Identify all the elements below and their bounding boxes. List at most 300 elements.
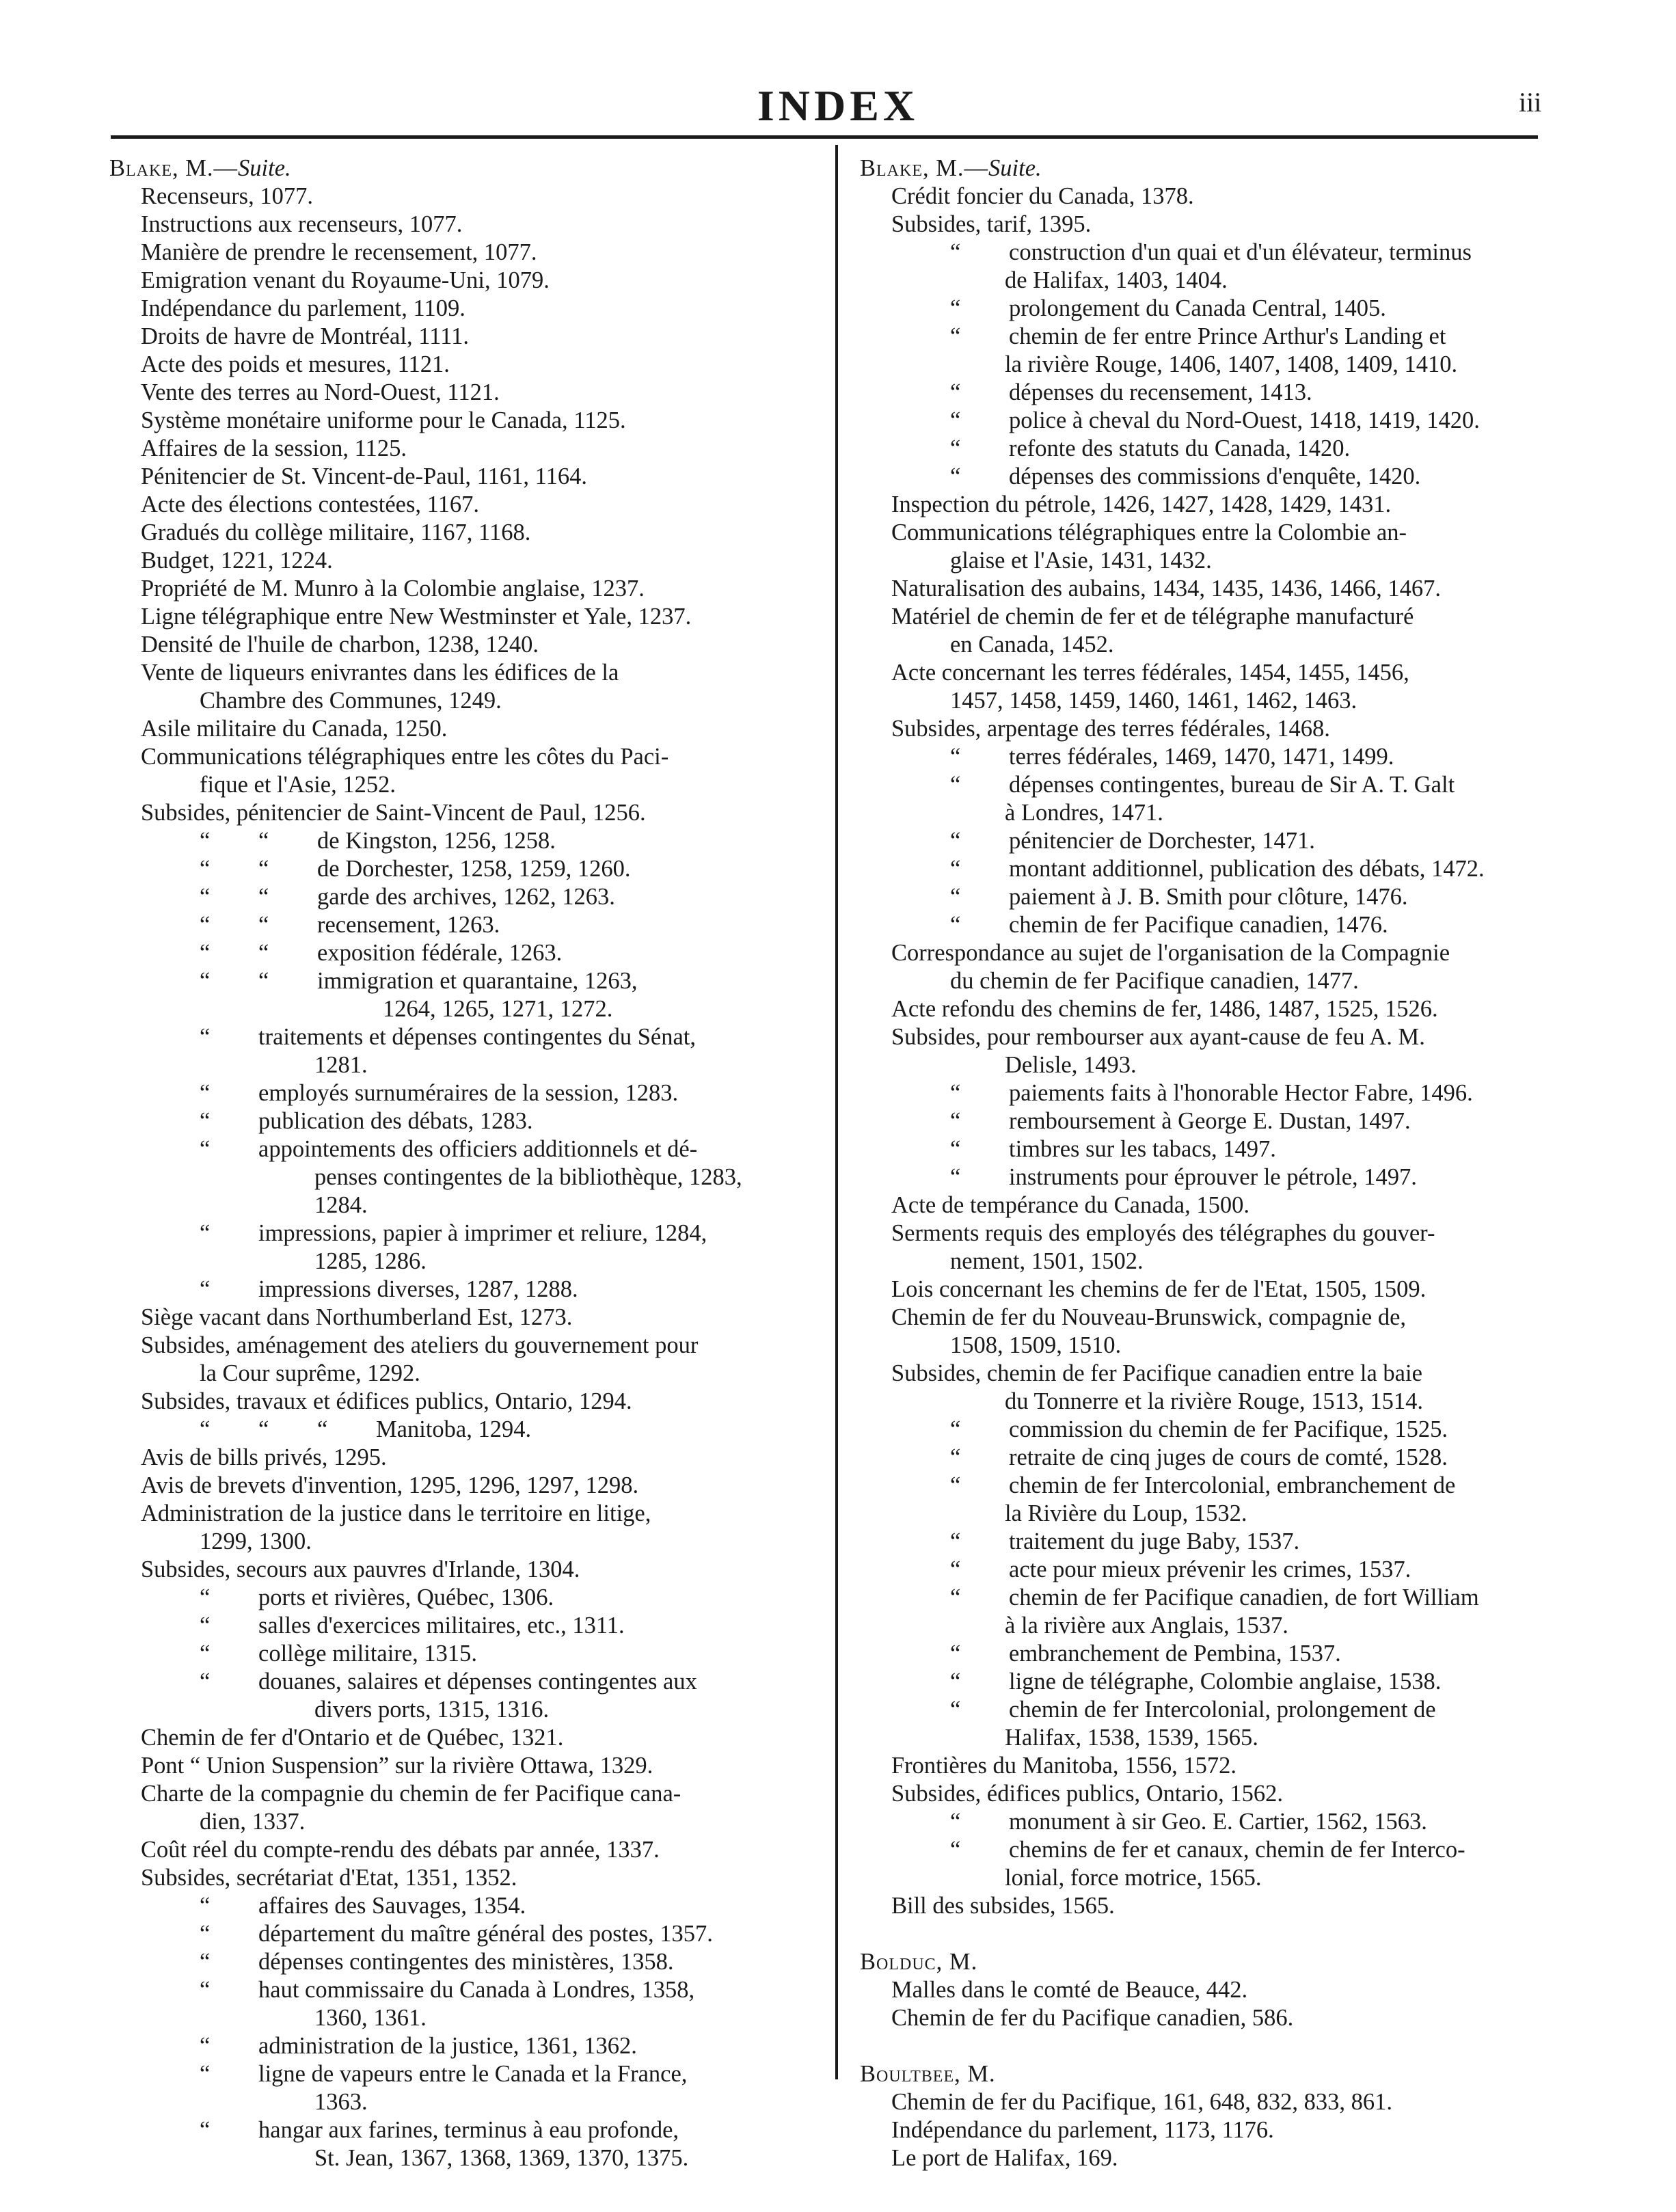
index-entry xyxy=(109,1163,819,1191)
index-entry xyxy=(860,435,1569,463)
column-divider xyxy=(835,145,838,2079)
index-entry xyxy=(860,1612,1569,1640)
entry-text: 1508, 1509, 1510. xyxy=(950,1332,1122,1358)
index-entry xyxy=(109,1051,819,1079)
index-entry xyxy=(860,1023,1569,1051)
ditto-mark: “ xyxy=(200,828,211,854)
index-entry xyxy=(860,183,1569,211)
index-entry xyxy=(109,1304,819,1332)
index-entry xyxy=(109,2004,819,2032)
index-entry xyxy=(860,1135,1569,1163)
entry-text: dépenses du recensement, 1413. xyxy=(1009,379,1312,405)
index-entry xyxy=(860,1107,1569,1135)
entry-text: publication des débats, 1283. xyxy=(258,1108,533,1134)
entry-text: Subsides, édifices publics, Ontario, 1562. xyxy=(891,1781,1284,1807)
heading-suffix: Suite. xyxy=(238,155,291,181)
entry-text: du Tonnerre et la rivière Rouge, 1513, 1514. xyxy=(1005,1388,1424,1414)
ditto-mark: “ xyxy=(200,1613,211,1638)
ditto-mark: “ xyxy=(200,2033,211,2059)
entry-text: lonial, force motrice, 1565. xyxy=(1005,1865,1262,1891)
index-entry xyxy=(109,1219,819,1247)
index-heading xyxy=(860,1948,1569,1976)
entry-text: acte pour mieux prévenir les crimes, 1537. xyxy=(1009,1556,1411,1582)
entry-text: ports et rivières, Québec, 1306. xyxy=(258,1584,554,1610)
ditto-mark: “ xyxy=(950,463,961,489)
ditto-mark: “ xyxy=(200,968,211,994)
index-entry xyxy=(109,1276,819,1304)
index-entry xyxy=(109,715,819,743)
index-entry xyxy=(109,855,819,883)
entry-text: paiement à J. B. Smith pour clôture, 1476. xyxy=(1009,884,1408,910)
entry-text: Acte des poids et mesures, 1121. xyxy=(141,351,450,377)
entry-text: 1281. xyxy=(314,1052,368,1078)
ditto-mark: “ xyxy=(200,1416,211,1442)
entry-text: retraite de cinq juges de cours de comté, 1528. xyxy=(1009,1444,1448,1470)
index-heading xyxy=(860,2060,1569,2088)
entry-text: hangar aux farines, terminus à eau profonde, xyxy=(258,2117,679,2143)
entry-text: Frontières du Manitoba, 1556, 1572. xyxy=(891,1753,1236,1779)
ditto-mark: “ xyxy=(950,1416,961,1442)
index-entry xyxy=(860,967,1569,995)
entry-text: Indépendance du parlement, 1173, 1176. xyxy=(891,2117,1274,2143)
entry-text: Chemin de fer du Pacifique, 161, 648, 832, 833, 861. xyxy=(891,2089,1393,2115)
ditto-mark: “ xyxy=(258,884,269,910)
index-entry xyxy=(860,1780,1569,1808)
index-entry xyxy=(860,1219,1569,1247)
index-entry xyxy=(860,827,1569,855)
entry-text: St. Jean, 1367, 1368, 1369, 1370, 1375. xyxy=(314,2145,689,2171)
index-entry xyxy=(109,1556,819,1584)
index-entry xyxy=(109,1724,819,1752)
entry-text: Communications télégraphiques entre les côtes du Paci- xyxy=(141,744,669,770)
ditto-mark: “ xyxy=(950,239,961,265)
ditto-mark: “ xyxy=(200,1641,211,1667)
entry-text: employés surnuméraires de la session, 1283. xyxy=(258,1080,679,1106)
ditto-mark: “ xyxy=(200,2061,211,2087)
entry-text: en Canada, 1452. xyxy=(950,632,1114,658)
ditto-mark: “ xyxy=(200,856,211,882)
index-entry xyxy=(860,1836,1569,1864)
entry-text: Ligne télégraphique entre New Westminster et Yale, 1237. xyxy=(141,604,692,630)
entry-text: commission du chemin de fer Pacifique, 1525. xyxy=(1009,1416,1448,1442)
index-entry xyxy=(860,1808,1569,1836)
entry-text: prolongement du Canada Central, 1405. xyxy=(1009,295,1386,321)
entry-text: glaise et l'Asie, 1431, 1432. xyxy=(950,548,1212,574)
entry-text: Budget, 1221, 1224. xyxy=(141,548,333,574)
entry-text: Bill des subsides, 1565. xyxy=(891,1893,1115,1919)
index-entry xyxy=(109,659,819,687)
index-entry xyxy=(109,799,819,827)
index-entry xyxy=(860,1360,1569,1388)
index-entry xyxy=(109,2116,819,2144)
entry-text: remboursement à George E. Dustan, 1497. xyxy=(1009,1108,1411,1134)
entry-text: Gradués du collège militaire, 1167, 1168. xyxy=(141,520,531,545)
index-entry xyxy=(109,267,819,295)
index-entry xyxy=(860,463,1569,491)
index-entry xyxy=(109,1107,819,1135)
heading-suffix: Suite. xyxy=(988,155,1042,181)
index-entry xyxy=(860,911,1569,939)
index-entry xyxy=(860,351,1569,379)
index-entry xyxy=(109,1864,819,1892)
index-entry xyxy=(109,1360,819,1388)
entry-text: la Cour suprême, 1292. xyxy=(200,1360,420,1386)
index-entry xyxy=(109,1612,819,1640)
entry-text: Crédit foncier du Canada, 1378. xyxy=(891,183,1194,209)
index-entry xyxy=(860,1388,1569,1416)
index-entry xyxy=(860,267,1569,295)
index-entry xyxy=(109,687,819,715)
header-rule xyxy=(111,135,1538,139)
ditto-mark: “ xyxy=(950,1528,961,1554)
entry-text: immigration et quarantaine, 1263, xyxy=(317,968,638,994)
entry-text: Subsides, pénitencier de Saint-Vincent de Paul, 1256. xyxy=(141,800,646,826)
ditto-mark: “ xyxy=(200,1949,211,1975)
ditto-mark: “ xyxy=(950,772,961,798)
entry-text: 1457, 1458, 1459, 1460, 1461, 1462, 1463. xyxy=(950,688,1357,714)
ditto-mark: “ xyxy=(200,2117,211,2143)
entry-text: Chemin de fer d'Ontario et de Québec, 1321. xyxy=(141,1725,564,1751)
entry-text: chemin de fer Intercolonial, embranchement de xyxy=(1009,1472,1456,1498)
index-entry xyxy=(109,1696,819,1724)
index-entry xyxy=(860,2144,1569,2172)
ditto-mark: “ xyxy=(258,968,269,994)
entry-text: 1285, 1286. xyxy=(314,1248,427,1274)
ditto-mark: “ xyxy=(950,295,961,321)
entry-text: impressions, papier à imprimer et reliure, 1284, xyxy=(258,1220,707,1246)
entry-text: 1363. xyxy=(314,2089,368,2115)
index-entry xyxy=(860,323,1569,351)
entry-text: la Rivière du Loup, 1532. xyxy=(1005,1500,1247,1526)
index-entry xyxy=(860,2088,1569,2116)
entry-text: haut commissaire du Canada à Londres, 1358, xyxy=(258,1977,695,2003)
index-entry xyxy=(109,883,819,911)
ditto-mark: “ xyxy=(950,1080,961,1106)
index-entry xyxy=(860,1079,1569,1107)
entry-text: chemin de fer Intercolonial, prolongement de xyxy=(1009,1697,1436,1723)
entry-text: divers ports, 1315, 1316. xyxy=(314,1697,550,1723)
entry-text: Avis de bills privés, 1295. xyxy=(141,1444,387,1470)
spacer xyxy=(860,1920,1569,1948)
entry-text: police à cheval du Nord-Ouest, 1418, 1419, 1420. xyxy=(1009,407,1480,433)
index-entry xyxy=(109,183,819,211)
entry-text: Vente de liqueurs enivrantes dans les édifices de la xyxy=(141,660,619,686)
index-entry xyxy=(860,883,1569,911)
entry-text: Système monétaire uniforme pour le Canada, 1125. xyxy=(141,407,626,433)
index-entry xyxy=(860,1472,1569,1500)
ditto-mark: “ xyxy=(950,1837,961,1863)
ditto-mark: “ xyxy=(200,1136,211,1162)
ditto-mark: “ xyxy=(200,1977,211,2003)
entry-text: Correspondance au sujet de l'organisation de la Compagnie xyxy=(891,940,1450,966)
index-entry xyxy=(860,855,1569,883)
entry-text: timbres sur les tabacs, 1497. xyxy=(1009,1136,1276,1162)
index-entry xyxy=(109,239,819,267)
entry-text: Acte refondu des chemins de fer, 1486, 1487, 1525, 1526. xyxy=(891,996,1438,1022)
index-entry xyxy=(109,743,819,771)
index-entry xyxy=(109,911,819,939)
index-column-left xyxy=(109,154,819,2172)
entry-text: département du maître général des postes, 1357. xyxy=(258,1921,713,1947)
entry-text: 1299, 1300. xyxy=(200,1528,312,1554)
entry-text: refonte des statuts du Canada, 1420. xyxy=(1009,435,1351,461)
index-entry xyxy=(109,1528,819,1556)
entry-text: administration de la justice, 1361, 1362. xyxy=(258,2033,637,2059)
entry-text: penses contingentes de la bibliothèque, 1283, xyxy=(314,1164,742,1190)
index-entry xyxy=(860,2004,1569,2032)
ditto-mark: “ xyxy=(950,1669,961,1695)
ditto-mark: “ xyxy=(950,379,961,405)
entry-text: Manière de prendre le recensement, 1077. xyxy=(141,239,537,265)
index-entry xyxy=(860,1528,1569,1556)
entry-text: Naturalisation des aubains, 1434, 1435, 1436, 1466, 1467. xyxy=(891,576,1441,602)
page-title: INDEX xyxy=(757,81,919,130)
ditto-mark: “ xyxy=(950,1136,961,1162)
entry-text: construction d'un quai et d'un élévateur, terminus xyxy=(1009,239,1472,265)
heading-name: Blake, M.— xyxy=(860,155,989,181)
ditto-mark: “ xyxy=(950,912,961,938)
index-entry xyxy=(860,491,1569,519)
index-entry xyxy=(860,799,1569,827)
index-entry xyxy=(109,463,819,491)
ditto-mark: “ xyxy=(258,828,269,854)
entry-text: Acte des élections contestées, 1167. xyxy=(141,491,479,517)
index-entry xyxy=(860,1304,1569,1332)
ditto-mark: “ xyxy=(950,828,961,854)
index-entry xyxy=(109,827,819,855)
index-entry xyxy=(109,1332,819,1360)
index-entry xyxy=(109,1416,819,1444)
index-entry xyxy=(109,1584,819,1612)
index-column-right xyxy=(860,154,1569,2172)
entry-text: Charte de la compagnie du chemin de fer Pacifique cana- xyxy=(141,1781,681,1807)
index-entry xyxy=(860,1163,1569,1191)
ditto-mark: “ xyxy=(950,435,961,461)
entry-text: monument à sir Geo. E. Cartier, 1562, 1563. xyxy=(1009,1809,1427,1835)
index-entry xyxy=(860,1752,1569,1780)
entry-text: Manitoba, 1294. xyxy=(376,1416,532,1442)
index-entry xyxy=(109,575,819,603)
entry-text: 1284. xyxy=(314,1192,368,1218)
index-entry xyxy=(860,715,1569,743)
index-entry xyxy=(109,1640,819,1668)
ditto-mark: “ xyxy=(950,1697,961,1723)
entry-text: Asile militaire du Canada, 1250. xyxy=(141,716,448,742)
heading-name: Blake, M.— xyxy=(109,155,239,181)
entry-text: Subsides, travaux et édifices publics, Ontario, 1294. xyxy=(141,1388,632,1414)
index-entry xyxy=(109,1247,819,1276)
index-entry xyxy=(860,631,1569,659)
entry-text: affaires des Sauvages, 1354. xyxy=(258,1893,526,1919)
ditto-mark: “ xyxy=(258,1416,269,1442)
entry-text: Subsides, arpentage des terres fédérales, 1468. xyxy=(891,716,1330,742)
index-entry xyxy=(860,659,1569,687)
entry-text: Lois concernant les chemins de fer de l'Etat, 1505, 1509. xyxy=(891,1276,1427,1302)
entry-text: Siège vacant dans Northumberland Est, 1273. xyxy=(141,1304,573,1330)
entry-text: Avis de brevets d'invention, 1295, 1296, 1297, 1298. xyxy=(141,1472,639,1498)
index-entry xyxy=(860,1696,1569,1724)
entry-text: dien, 1337. xyxy=(200,1809,306,1835)
ditto-mark: “ xyxy=(200,1220,211,1246)
index-entry xyxy=(860,1892,1569,1920)
entry-text: ligne de télégraphe, Colombie anglaise, 1538. xyxy=(1009,1669,1442,1695)
entry-text: à la rivière aux Anglais, 1537. xyxy=(1005,1613,1288,1638)
entry-text: pénitencier de Dorchester, 1471. xyxy=(1009,828,1315,854)
index-entry xyxy=(860,2116,1569,2144)
index-entry xyxy=(109,1920,819,1948)
ditto-mark: “ xyxy=(200,1893,211,1919)
entry-text: Droits de havre de Montréal, 1111. xyxy=(141,323,469,349)
entry-text: douanes, salaires et dépenses contingentes aux xyxy=(258,1669,697,1695)
index-entry xyxy=(109,379,819,407)
entry-text: embranchement de Pembina, 1537. xyxy=(1009,1641,1341,1667)
entry-text: Chemin de fer du Pacifique canadien, 586. xyxy=(891,2005,1294,2031)
index-entry xyxy=(109,1079,819,1107)
entry-text: Administration de la justice dans le territoire en litige, xyxy=(141,1500,651,1526)
entry-text: Subsides, secrétariat d'Etat, 1351, 1352. xyxy=(141,1865,517,1891)
index-entry xyxy=(860,1556,1569,1584)
entry-text: nement, 1501, 1502. xyxy=(950,1248,1144,1274)
ditto-mark: “ xyxy=(200,912,211,938)
index-entry xyxy=(109,1808,819,1836)
ditto-mark: “ xyxy=(200,1276,211,1302)
entry-text: recensement, 1263. xyxy=(317,912,500,938)
entry-text: Instructions aux recenseurs, 1077. xyxy=(141,211,463,237)
index-entry xyxy=(109,435,819,463)
entry-text: Inspection du pétrole, 1426, 1427, 1428, 1429, 1431. xyxy=(891,491,1392,517)
index-entry xyxy=(860,1191,1569,1219)
index-entry xyxy=(109,323,819,351)
ditto-mark: “ xyxy=(200,1108,211,1134)
ditto-mark: “ xyxy=(200,1669,211,1695)
ditto-mark: “ xyxy=(200,884,211,910)
index-entry xyxy=(860,239,1569,267)
index-entry xyxy=(860,1976,1569,2004)
spacer xyxy=(860,2032,1569,2060)
ditto-mark: “ xyxy=(200,1024,211,1050)
entry-text: terres fédérales, 1469, 1470, 1471, 1499. xyxy=(1009,744,1394,770)
entry-text: Pénitencier de St. Vincent-de-Paul, 1161, 1164. xyxy=(141,463,587,489)
entry-text: de Kingston, 1256, 1258. xyxy=(317,828,556,854)
entry-text: Chemin de fer du Nouveau-Brunswick, compagnie de, xyxy=(891,1304,1407,1330)
entry-text: Serments requis des employés des télégraphes du gouver- xyxy=(891,1220,1435,1246)
index-entry xyxy=(109,1976,819,2004)
entry-text: garde des archives, 1262, 1263. xyxy=(317,884,615,910)
entry-text: Acte concernant les terres fédérales, 1454, 1455, 1456, xyxy=(891,660,1409,686)
index-entry xyxy=(109,519,819,547)
index-entry xyxy=(860,995,1569,1023)
entry-text: chemin de fer Pacifique canadien, de fort William xyxy=(1009,1584,1479,1610)
ditto-mark: “ xyxy=(950,884,961,910)
ditto-mark: “ xyxy=(950,1108,961,1134)
index-entry xyxy=(109,939,819,967)
entry-text: montant additionnel, publication des débats, 1472. xyxy=(1009,856,1485,882)
index-entry xyxy=(109,1135,819,1163)
entry-text: 1264, 1265, 1271, 1272. xyxy=(383,996,613,1022)
entry-text: Chambre des Communes, 1249. xyxy=(200,688,502,714)
entry-text: Le port de Halifax, 169. xyxy=(891,2145,1118,2171)
ditto-mark: “ xyxy=(317,1416,328,1442)
index-entry xyxy=(109,547,819,575)
index-entry xyxy=(109,1500,819,1528)
entry-text: Indépendance du parlement, 1109. xyxy=(141,295,465,321)
index-entry xyxy=(860,1640,1569,1668)
ditto-mark: “ xyxy=(258,856,269,882)
ditto-mark: “ xyxy=(950,1556,961,1582)
entry-text: Halifax, 1538, 1539, 1565. xyxy=(1005,1725,1258,1751)
entry-text: fique et l'Asie, 1252. xyxy=(200,772,396,798)
index-entry xyxy=(109,1780,819,1808)
index-entry xyxy=(109,295,819,323)
index-entry xyxy=(860,1051,1569,1079)
index-heading xyxy=(860,154,1569,183)
entry-text: chemin de fer Pacifique canadien, 1476. xyxy=(1009,912,1388,938)
entry-text: la rivière Rouge, 1406, 1407, 1408, 1409, 1410. xyxy=(1005,351,1458,377)
ditto-mark: “ xyxy=(258,912,269,938)
index-entry xyxy=(860,743,1569,771)
ditto-mark: “ xyxy=(950,744,961,770)
ditto-mark: “ xyxy=(200,1080,211,1106)
index-entry xyxy=(860,1444,1569,1472)
entry-text: Subsides, tarif, 1395. xyxy=(891,211,1092,237)
index-entry xyxy=(109,603,819,631)
index-entry xyxy=(860,939,1569,967)
entry-text: de Halifax, 1403, 1404. xyxy=(1005,267,1228,293)
index-entry xyxy=(860,1584,1569,1612)
index-entry xyxy=(860,1332,1569,1360)
entry-text: Matériel de chemin de fer et de télégraphe manufacturé xyxy=(891,604,1414,630)
ditto-mark: “ xyxy=(950,323,961,349)
entry-text: Pont “ Union Suspension” sur la rivière Ottawa, 1329. xyxy=(141,1753,653,1779)
entry-text: Emigration venant du Royaume-Uni, 1079. xyxy=(141,267,550,293)
index-entry xyxy=(109,1892,819,1920)
index-entry xyxy=(860,407,1569,435)
entry-text: Affaires de la session, 1125. xyxy=(141,435,407,461)
index-entry xyxy=(860,603,1569,631)
entry-text: Communications télégraphiques entre la Colombie an- xyxy=(891,520,1407,545)
ditto-mark: “ xyxy=(950,1472,961,1498)
entry-text: instruments pour éprouver le pétrole, 1497. xyxy=(1009,1164,1417,1190)
index-entry xyxy=(109,1023,819,1051)
entry-text: salles d'exercices militaires, etc., 1311. xyxy=(258,1613,625,1638)
ditto-mark: “ xyxy=(200,940,211,966)
entry-text: Subsides, aménagement des ateliers du gouvernement pour xyxy=(141,1332,699,1358)
index-entry xyxy=(860,1668,1569,1696)
entry-text: Malles dans le comté de Beauce, 442. xyxy=(891,1977,1248,2003)
entry-text: Propriété de M. Munro à la Colombie anglaise, 1237. xyxy=(141,576,645,602)
entry-text: Densité de l'huile de charbon, 1238, 1240. xyxy=(141,632,539,658)
heading-name: Bolduc, M. xyxy=(860,1949,978,1975)
index-entry xyxy=(109,1668,819,1696)
entry-text: exposition fédérale, 1263. xyxy=(317,940,563,966)
index-entry xyxy=(860,1247,1569,1276)
index-entry xyxy=(109,967,819,995)
entry-text: ligne de vapeurs entre le Canada et la France, xyxy=(258,2061,688,2087)
ditto-mark: “ xyxy=(200,1921,211,1947)
index-entry xyxy=(109,1472,819,1500)
entry-text: Recenseurs, 1077. xyxy=(141,183,313,209)
entry-text: Coût réel du compte-rendu des débats par année, 1337. xyxy=(141,1837,660,1863)
entry-text: paiements faits à l'honorable Hector Fabre, 1496. xyxy=(1009,1080,1473,1106)
index-entry xyxy=(109,2144,819,2172)
ditto-mark: “ xyxy=(258,940,269,966)
index-entry xyxy=(109,2060,819,2088)
index-entry xyxy=(860,379,1569,407)
index-entry xyxy=(109,1836,819,1864)
index-entry xyxy=(860,1864,1569,1892)
entry-text: Delisle, 1493. xyxy=(1005,1052,1137,1078)
index-entry xyxy=(109,1388,819,1416)
